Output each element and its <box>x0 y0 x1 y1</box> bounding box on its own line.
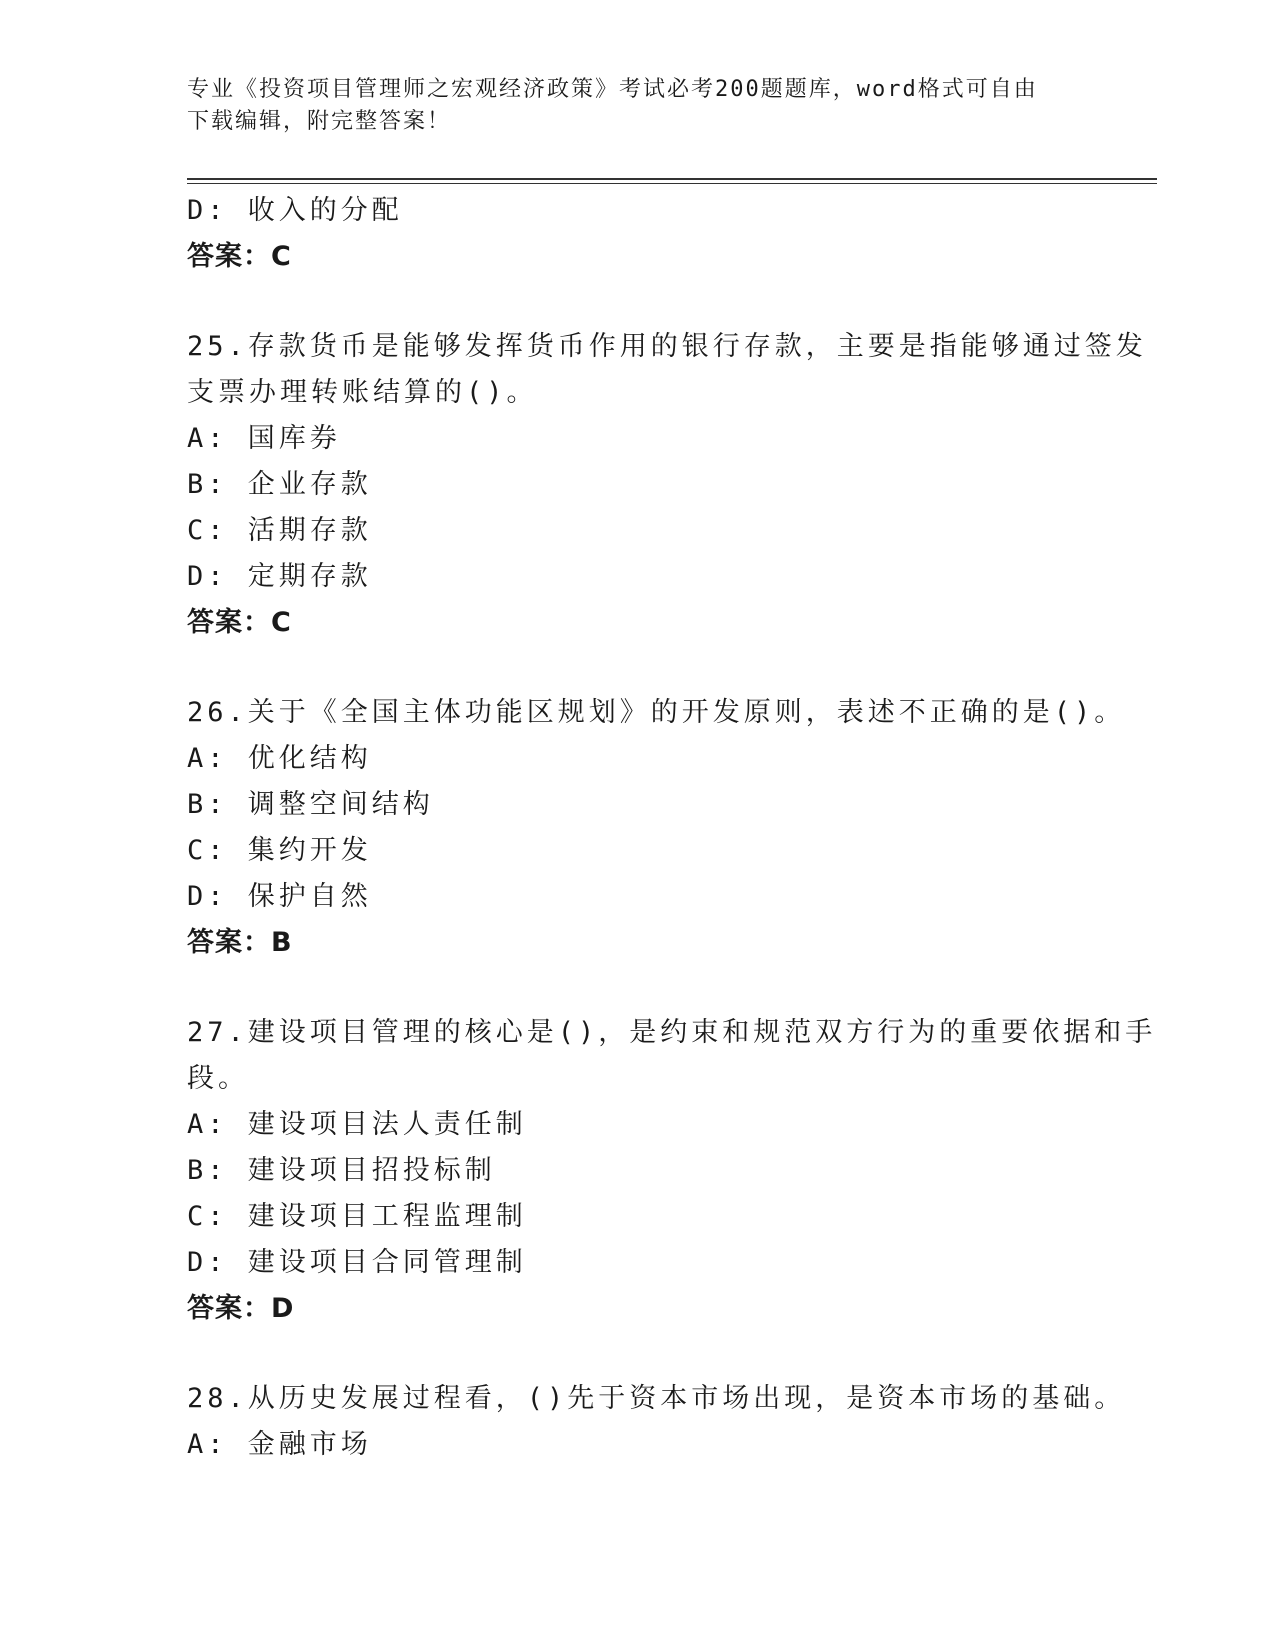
question-stem: 25.存款货币是能够发挥货币作用的银行存款，主要是指能够通过签发 <box>187 331 1147 362</box>
option-d: D: 收入的分配 <box>187 195 403 226</box>
option-d: D: 保护自然 <box>187 881 372 912</box>
option-b: B: 建设项目招投标制 <box>187 1155 496 1186</box>
option-d: D: 定期存款 <box>187 561 372 592</box>
option-a: A: 建设项目法人责任制 <box>187 1109 527 1140</box>
document-page <box>187 0 1157 1650</box>
spacer <box>187 280 1087 324</box>
question-stem-continued: 段。 <box>187 1063 249 1094</box>
answer-line: 答案：C <box>187 241 292 272</box>
option-d: D: 建设项目合同管理制 <box>187 1247 527 1278</box>
question-26 <box>187 690 1126 966</box>
spacer <box>187 1332 1087 1376</box>
option-c: C: 建设项目工程监理制 <box>187 1201 527 1232</box>
header-line-2: 下载编辑，附完整答案！ <box>187 109 452 134</box>
header-line-1: 专业《投资项目管理师之宏观经济政策》考试必考200题题库，word格式可自由 <box>187 77 1038 102</box>
answer-line: 答案：D <box>187 1293 295 1324</box>
question-24-tail <box>187 188 1087 280</box>
question-stem: 27.建设项目管理的核心是()，是约束和规范双方行为的重要依据和手 <box>187 1017 1157 1048</box>
option-c: C: 活期存款 <box>187 515 372 546</box>
header-divider <box>187 178 1157 184</box>
question-25 <box>187 324 1147 646</box>
option-a: A: 金融市场 <box>187 1429 372 1460</box>
question-28 <box>187 1376 1126 1468</box>
answer-line: 答案：C <box>187 607 292 638</box>
option-a: A: 优化结构 <box>187 743 372 774</box>
question-stem-continued: 支票办理转账结算的()。 <box>187 377 538 408</box>
option-c: C: 集约开发 <box>187 835 372 866</box>
option-b: B: 调整空间结构 <box>187 789 434 820</box>
spacer <box>187 966 1087 1010</box>
question-list <box>187 188 1157 1468</box>
option-b: B: 企业存款 <box>187 469 372 500</box>
option-a: A: 国库券 <box>187 423 341 454</box>
answer-line: 答案：B <box>187 927 293 958</box>
question-stem: 28.从历史发展过程看，()先于资本市场出现，是资本市场的基础。 <box>187 1383 1126 1414</box>
spacer <box>187 646 1087 690</box>
document-header <box>187 74 1087 138</box>
question-stem: 26.关于《全国主体功能区规划》的开发原则，表述不正确的是()。 <box>187 697 1126 728</box>
question-27 <box>187 1010 1157 1332</box>
